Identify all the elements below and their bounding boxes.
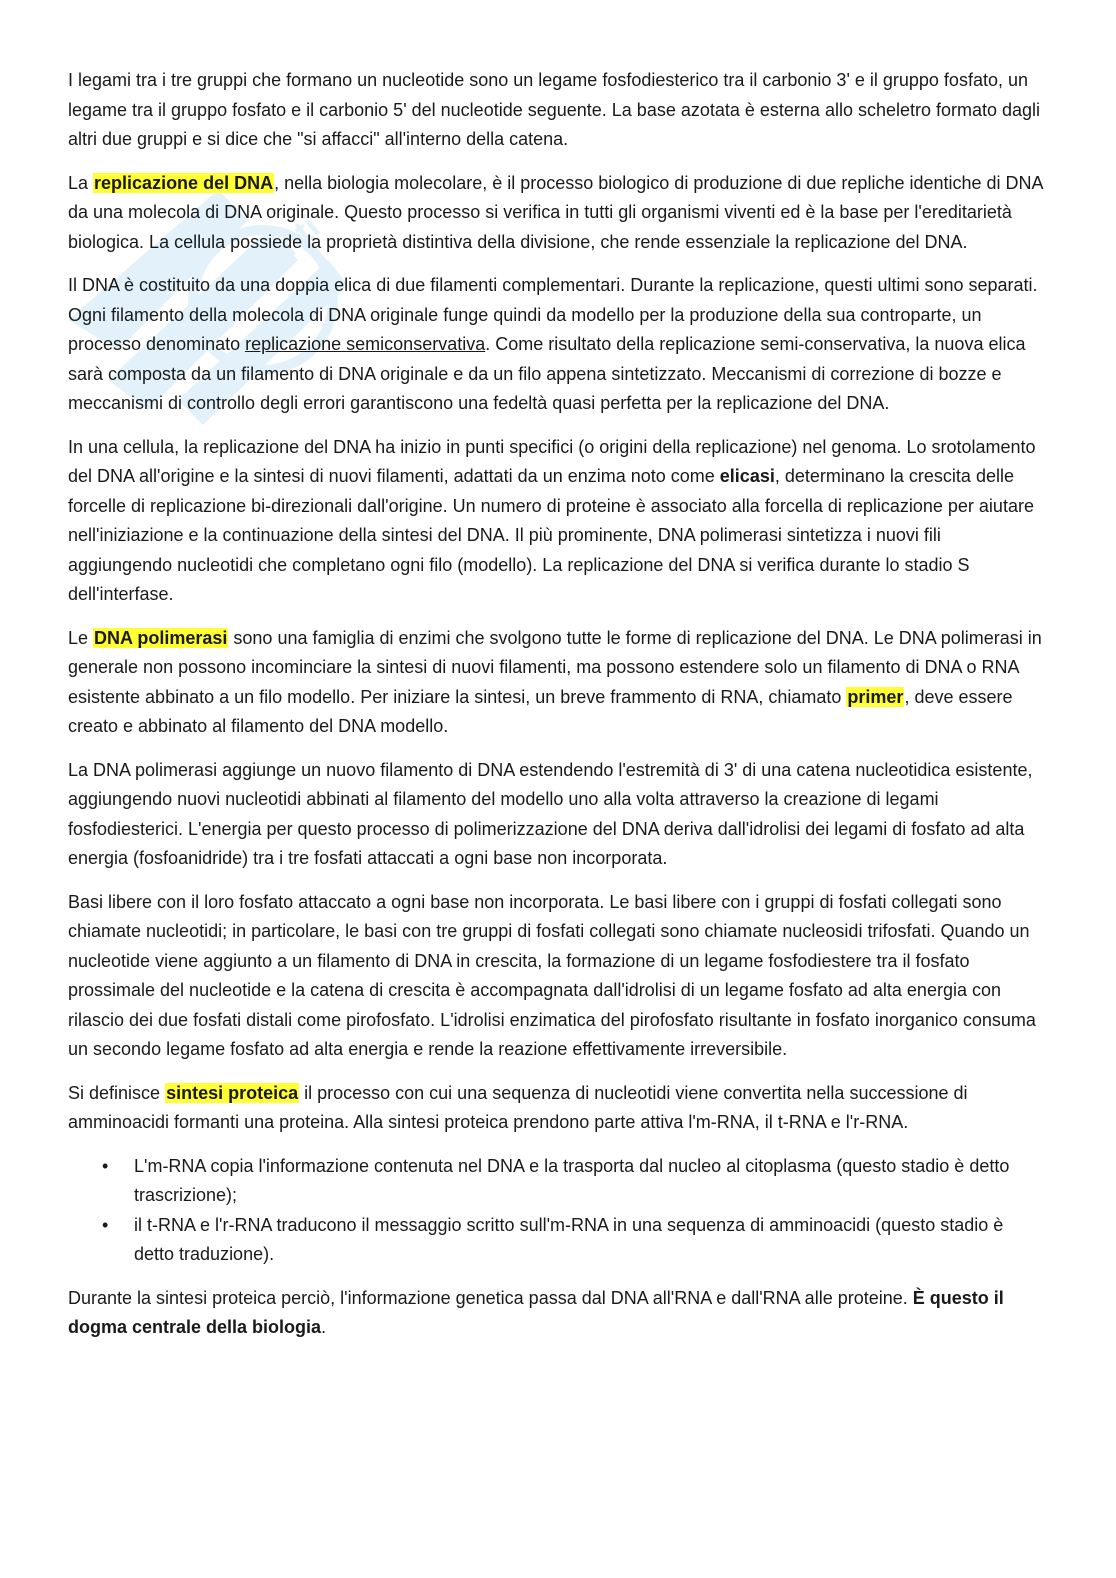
p8-before: Si definisce [68,1082,166,1103]
bold-dogma-centrale: È questo il dogma centrale della biologia [68,1287,1004,1337]
bullet-icon: • [102,1155,109,1176]
p2-after: , nella biologia molecolare, è il processo biologico di produzione di due repliche identiche di DNA da una molecola di DNA originale. Questo processo si verifica in tutti gli organismi viventi ed è la base per l'ereditarietà biologica. La cellula possiede la proprietà distintiva della divisione, che rende essenziale la replicazione del DNA. [68,172,1043,252]
highlight-primer: primer [847,686,904,707]
list-item [68,1152,1048,1211]
p9-before: Durante la sintesi proteica perciò, l'informazione genetica passa dal DNA all'RNA e dall'RNA alle proteine. [68,1287,913,1308]
paragraph-polymerase-extension [68,756,1048,874]
p7-text: Basi libere con il loro fosfato attaccato a ogni base non incorporata. Le basi libere con i gruppi di fosfati collegati sono chiamate nucleotidi; in particolare, le basi con tre gruppi di fosfati collegati sono chiamate nucleosidi trifosfati. Quando un nucleotide viene aggiunto a un filamento di DNA in crescita, la formazione di un legame fosfodiestere tra il fosfato prossimale del nucleotide e la catena di crescita è accompagnata dall'idrolisi di un legame fosfato ad alta energia con rilascio dei due fosfati distali come pirofosfato. L'idrolisi enzimatica del pirofosfato risultante in fosfato inorganico consuma un secondo legame fosfato ad alta energia e rende la reazione effettivamente irreversibile. [68,891,1036,1059]
bullet-icon: • [102,1214,109,1235]
list-item-text: L'm-RNA copia l'informazione contenuta nel DNA e la trasporta dal nucleo al citoplasma (questo stadio è detto trascrizione); [134,1155,1010,1205]
paragraph-dna-polymerase [68,624,1048,742]
p5-middle: sono una famiglia di enzimi che svolgono tutte le forme di replicazione del DNA. Le DNA polimerasi in generale non possono incominciare la sintesi di nuovi filamenti, ma possono estendere solo un filamento di DNA o RNA esistente abbinato a un filo modello. Per iniziare la sintesi, un breve frammento di RNA, chiamato [68,627,1042,707]
paragraph-free-bases [68,888,1048,1065]
highlight-sintesi-proteica: sintesi proteica [166,1082,299,1103]
p3-before: Il DNA è costituito da una doppia elica di due filamenti complementari. Durante la replicazione, questi ultimi sono separati. Ogni filamento della molecola di DNA originale funge quindi da modello per la produzione della sua controparte, un processo denominato [68,275,1038,354]
p4-after: , determinano la crescita delle forcelle di replicazione bi-direzionali dall'origine. Un numero di proteine è associato alla forcella di replicazione per aiutare nell'iniziazione e la continuazione della sintesi del DNA. Il più prominente, DNA polimerasi sintetizza i nuovi fili aggiungendo nucleotidi che completano ogni filo (modello). La replicazione del DNA si verifica durante lo stadio S dell'interfase. [68,466,1034,604]
p6-text: La DNA polimerasi aggiunge un nuovo filamento di DNA estendendo l'estremità di 3' di una catena nucleotidica esistente, aggiungendo nuovi nucleotidi abbinati al filamento del modello uno alla volta attraverso la creazione di legami fosfodiesterici. L'energia per questo processo di polimerizzazione del DNA deriva dall'idrolisi dei legami di fosfato ad alta energia (fosfoanidride) tra i tre fosfati attaccati a ogni base non incorporata. [68,759,1033,868]
p1-text: I legami tra i tre gruppi che formano un nucleotide sono un legame fosfodiesterico tra il carbonio 3' e il gruppo fosfato, un legame tra il gruppo fosfato e il carbonio 5' del nucleotide seguente. La base azotata è esterna allo scheletro formato dagli altri due gruppi e si dice che "si affacci" all'interno della catena. [68,70,1041,149]
bullet-list [68,1152,1048,1270]
p8-after: il processo con cui una sequenza di nucleotidi viene convertita nella successione di amminoacidi formanti una proteina. Alla sintesi proteica prendono parte attiva l'm-RNA, il t-RNA e l'r-RNA. [68,1082,968,1132]
p9-after: . [321,1317,327,1337]
list-item [68,1211,1048,1270]
paragraph-replication-origins [68,433,1048,610]
p5-after: , deve essere creato e abbinato al filamento del DNA modello. [68,686,1013,736]
paragraph-protein-synthesis [68,1079,1048,1138]
p3-after: . Come risultato della replicazione semi-conservativa, la nuova elica sarà composta da un filamento di DNA originale e da un filo appena sintetizzato. Meccanismi di correzione di bozze e meccanismi di controllo degli errori garantiscono una fedeltà quasi perfetta per la replicazione del DNA. [68,334,1026,413]
underlined-replicazione-semiconservativa: replicazione semiconservativa [245,334,486,354]
p4-before: In una cellula, la replicazione del DNA ha inizio in punti specifici (o origini della replicazione) nel genoma. Lo srotolamento del DNA all'origine e la sintesi di nuovi filamenti, adattati da un enzima noto come [68,436,1036,486]
list-item-text: il t-RNA e l'r-RNA traducono il messaggio scritto sull'm-RNA in una sequenza di amminoacidi (questo stadio è detto traduzione). [134,1214,1004,1264]
paragraph-double-helix [68,271,1048,419]
highlight-dna-polimerasi: DNA polimerasi [94,627,228,648]
paragraph-central-dogma [68,1284,1048,1343]
document-body [68,66,1048,1357]
paragraph-nucleotide-bonds [68,66,1048,155]
p5-before: Le [68,627,94,648]
bold-elicasi: elicasi [719,466,775,486]
highlight-replicazione-del-dna: replicazione del DNA [94,172,274,193]
watermark-text: appunti [208,208,328,317]
p2-before: La [68,172,94,193]
paragraph-dna-replication [68,169,1048,258]
